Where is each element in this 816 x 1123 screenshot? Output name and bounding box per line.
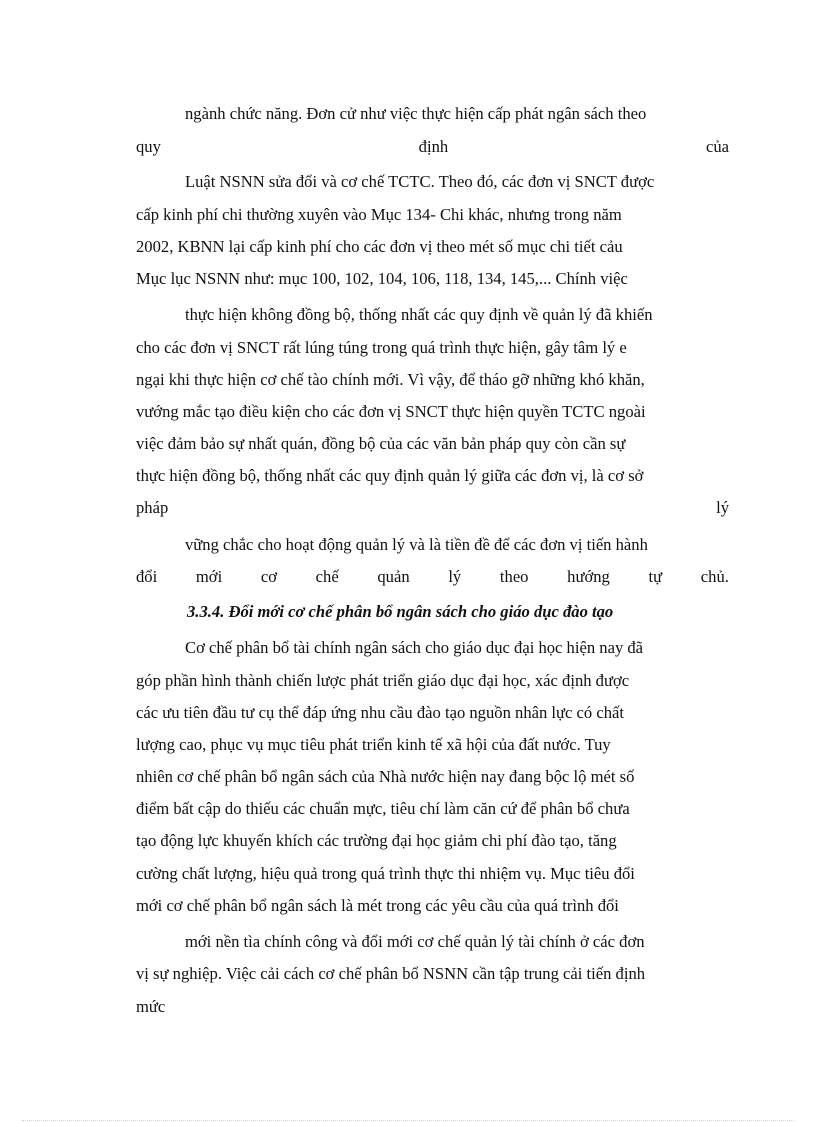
paragraph-line: ngại khi thực hiện cơ chế tào chính mới. Vì vậy, để tháo gỡ những khó khăn, bbox=[136, 370, 645, 389]
paragraph-line: góp phần hình thành chiến lược phát triển giáo dục đại học, xác định được bbox=[136, 671, 630, 690]
paragraph-line: cho các đơn vị SNCT rất lúng túng trong quá trình thực hiện, gây tâm lý e bbox=[136, 338, 627, 357]
paragraph-line: việc đảm bảo sự nhất quán, đồng bộ của các văn bản pháp quy còn cần sự bbox=[136, 434, 626, 453]
paragraph-line: cấp kinh phí chi thường xuyên vào Mục 134- Chi khác, nhưng trong năm bbox=[136, 205, 622, 224]
word: đổi bbox=[136, 567, 158, 586]
word: lý bbox=[448, 567, 462, 586]
paragraph-line: thực hiện đồng bộ, thống nhất các quy định quản lý giữa các đơn vị, là cơ sở bbox=[136, 466, 644, 485]
justified-line bbox=[136, 137, 729, 157]
section-heading: 3.3.4. Đổi mới cơ chế phân bổ ngân sách cho giáo dục đào tạo bbox=[187, 602, 614, 621]
justified-line bbox=[136, 567, 729, 587]
paragraph-line: ngành chức năng. Đơn cử như việc thực hiện cấp phát ngân sách theo bbox=[185, 104, 647, 123]
paragraph-line: cường chất lượng, hiệu quả trong quá trình thực thi nhiệm vụ. Mục tiêu đổi bbox=[136, 864, 635, 883]
paragraph-line: vị sự nghiệp. Việc cải cách cơ chế phân bổ NSNN cần tập trung cải tiến định bbox=[136, 964, 646, 983]
paragraph-line: vững chắc cho hoạt động quản lý và là tiền đề để các đơn vị tiến hành bbox=[185, 535, 648, 554]
word: hướng bbox=[567, 567, 610, 586]
word: pháp bbox=[136, 498, 169, 517]
word: theo bbox=[499, 567, 529, 586]
word: quản bbox=[377, 567, 410, 586]
footer-divider bbox=[22, 1120, 794, 1121]
paragraph-line: 2002, KBNN lại cấp kinh phí cho các đơn vị theo mét số mục chi tiết cảu bbox=[136, 237, 623, 256]
word: mới bbox=[195, 567, 223, 586]
paragraph-line: điểm bất cập do thiếu các chuẩn mực, tiêu chí làm căn cứ để phân bổ chưa bbox=[136, 799, 630, 818]
word: chế bbox=[315, 567, 339, 586]
paragraph-line: tạo động lực khuyến khích các trường đại học giảm chi phí đào tạo, tăng bbox=[136, 831, 617, 850]
word: của bbox=[705, 137, 729, 156]
paragraph-line: các ưu tiên đầu tư cụ thể đáp ứng nhu cầu đào tạo nguồn nhân lực có chất bbox=[136, 703, 624, 722]
paragraph-line: mức bbox=[136, 997, 166, 1016]
paragraph-line: lượng cao, phục vụ mục tiêu phát triển kinh tế xã hội của đất nước. Tuy bbox=[136, 735, 611, 754]
paragraph-line: Mục lục NSNN như: mục 100, 102, 104, 106, 118, 134, 145,... Chính việc bbox=[136, 269, 628, 288]
paragraph-line: Luật NSNN sửa đổi và cơ chế TCTC. Theo đó, các đơn vị SNCT được bbox=[185, 172, 655, 191]
justified-line bbox=[136, 498, 729, 518]
word: lý bbox=[716, 498, 729, 517]
paragraph-line: nhiên cơ chế phân bổ ngân sách của Nhà nước hiện nay đang bộc lộ mét số bbox=[136, 767, 635, 786]
word: cơ bbox=[260, 567, 277, 586]
word: chủ. bbox=[700, 567, 729, 586]
word: quy bbox=[136, 137, 161, 156]
paragraph-line: thực hiện không đồng bộ, thống nhất các quy định về quản lý đã khiến bbox=[185, 305, 653, 324]
word: tự bbox=[648, 567, 663, 586]
paragraph-line: vướng mắc tạo điều kiện cho các đơn vị SNCT thực hiện quyền TCTC ngoài bbox=[136, 402, 646, 421]
paragraph-line: mới nền tìa chính công và đổi mới cơ chế quản lý tài chính ở các đơn bbox=[185, 932, 645, 951]
paragraph-line: mới cơ chế phân bổ ngân sách là mét trong các yêu cầu của quá trình đổi bbox=[136, 896, 619, 915]
paragraph-line: Cơ chế phân bổ tài chính ngân sách cho giáo dục đại học hiện nay đã bbox=[185, 638, 644, 657]
word: định bbox=[418, 137, 449, 156]
